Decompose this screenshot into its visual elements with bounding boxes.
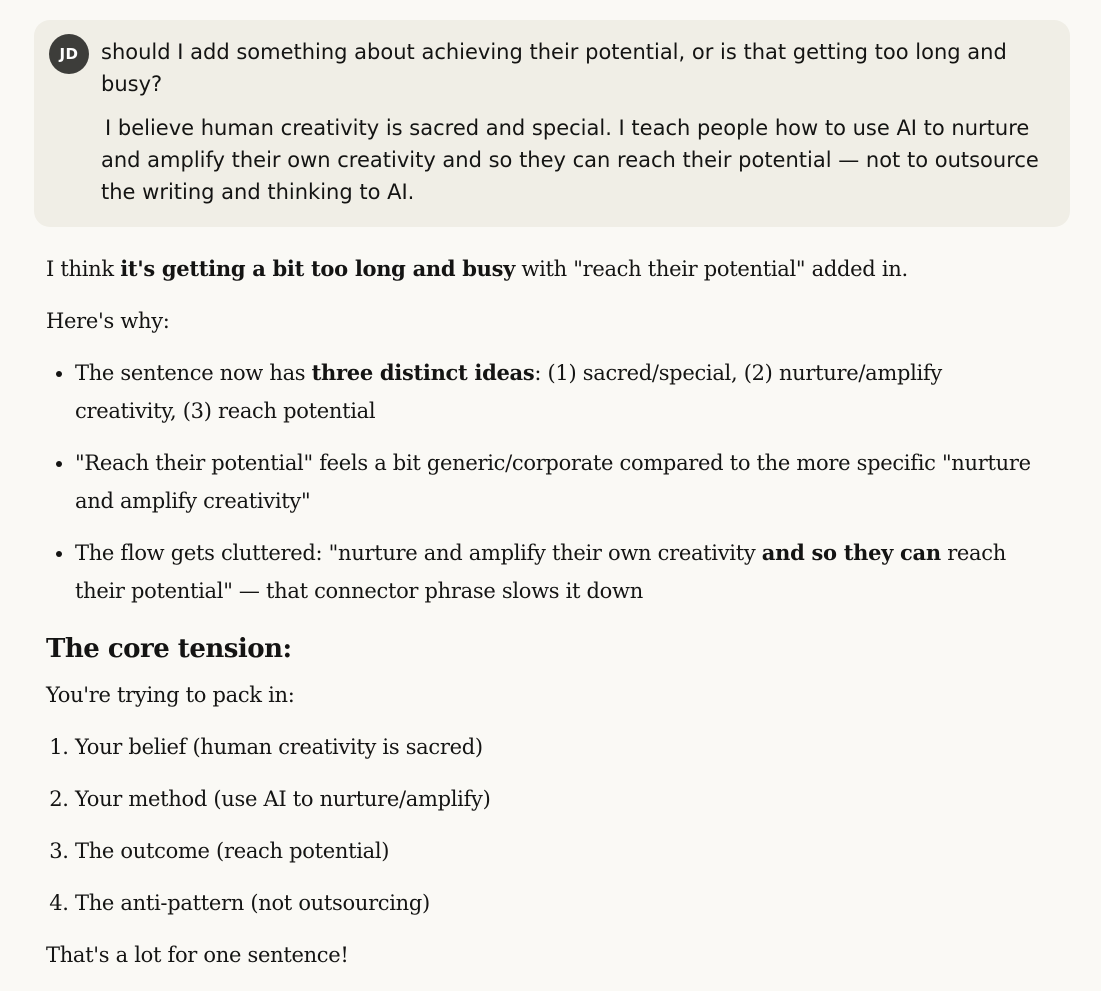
user-question: should I add something about achieving their potential, or is that getting too long and busy? (101, 40, 1007, 96)
user-message-bubble (34, 20, 1070, 227)
bullet-text-before: The sentence now has (75, 361, 312, 385)
intro-text-bold: it's getting a bit too long and busy (120, 256, 516, 281)
section-heading: The core tension: (46, 634, 292, 664)
why-label: Here's why: (46, 309, 170, 333)
list-item: 3. The outcome (reach potential) (75, 832, 1046, 870)
list-item: 1. Your belief (human creativity is sacred) (75, 728, 1046, 766)
user-message-text (101, 36, 1046, 208)
assistant-response (46, 250, 1046, 988)
list-item (75, 534, 1046, 610)
list-item (75, 444, 1046, 520)
user-avatar[interactable]: JD (49, 34, 89, 74)
reason-list (46, 354, 1046, 610)
numbered-list (46, 728, 1046, 922)
bullet-text-before: "Reach their potential" feels a bit generic/corporate compared to the more specific "nurture and amplify creativity" (75, 451, 1031, 513)
bullet-text-bold: three distinct ideas (311, 360, 535, 385)
response-intro (46, 250, 1046, 288)
bullet-text-after: : (1) sacred/special, (2) nurture/amplify creativity, (3) reach potential (75, 361, 942, 423)
bullet-text-before: The flow gets cluttered: "nurture and amplify their own creativity (75, 541, 762, 565)
user-quoted-text: I believe human creativity is sacred and special. I teach people how to use AI to nurture and amplify their own creativity and so they can reach their potential — not to outsource the writing and thinking to AI. (101, 116, 1039, 204)
intro-text-after: with "reach their potential" added in. (515, 257, 908, 281)
bullet-text-after: reach their potential" — that connector phrase slows it down (75, 541, 1006, 603)
list-item: 4. The anti-pattern (not outsourcing) (75, 884, 1046, 922)
list-item (75, 354, 1046, 430)
bullet-text-bold: and so they can (761, 540, 941, 565)
pack-label: You're trying to pack in: (46, 683, 295, 707)
list-item: 2. Your method (use AI to nurture/amplify) (75, 780, 1046, 818)
closing-text: That's a lot for one sentence! (46, 943, 349, 967)
intro-text-before: I think (46, 257, 121, 281)
